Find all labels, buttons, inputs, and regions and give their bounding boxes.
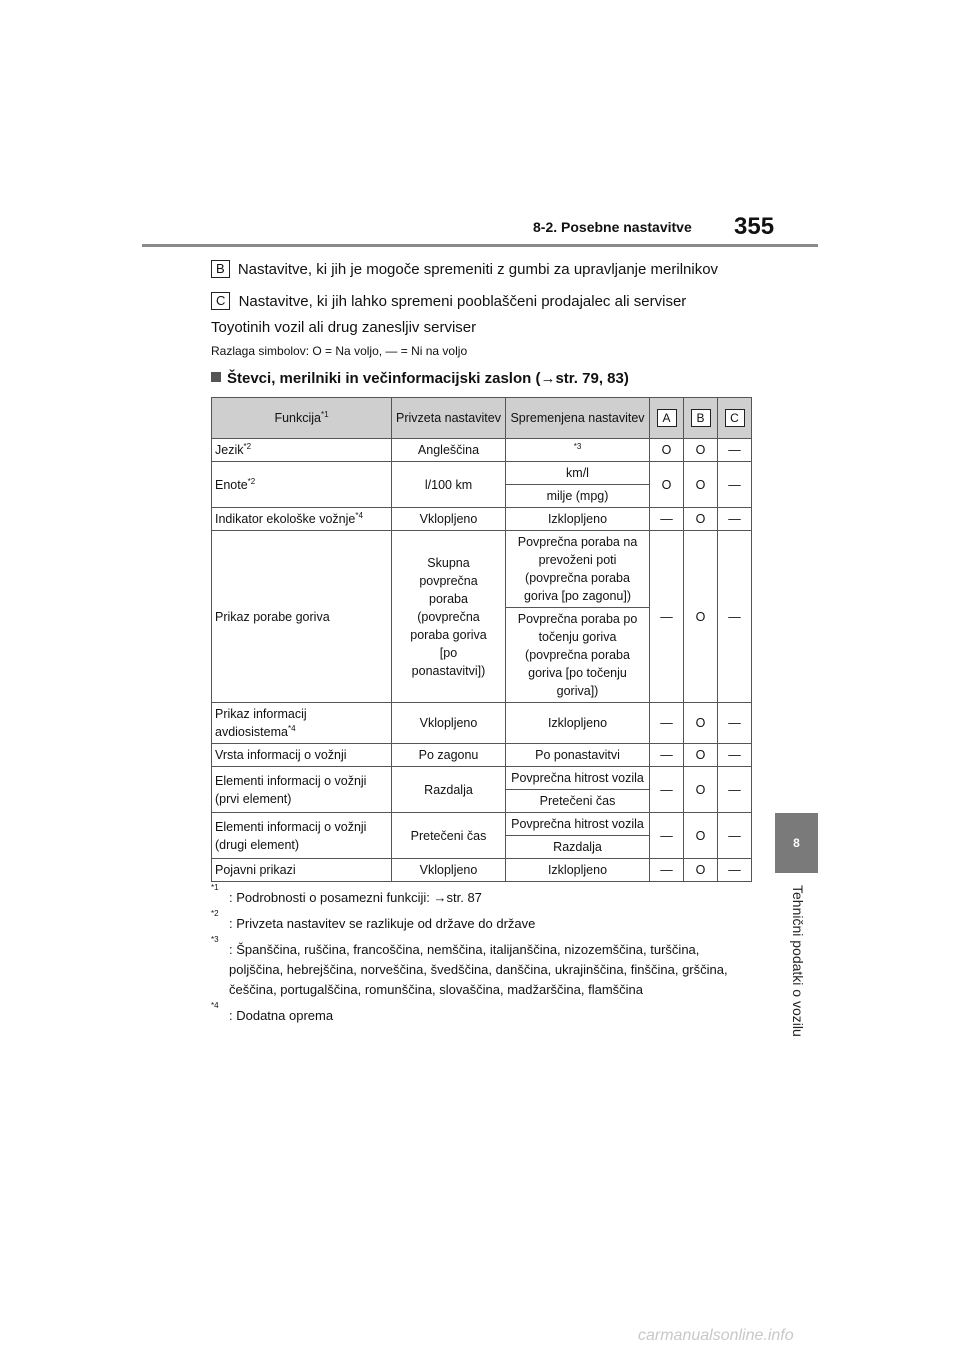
table-row: Elementi informacij o vožnji (prvi element) Razdalja Povprečna hitrost vozila — O — — [212, 767, 752, 790]
col-a: A — [650, 398, 684, 439]
legend-c — [211, 292, 756, 312]
col-privzeta: Privzeta nastavitev — [392, 398, 506, 439]
section-heading — [211, 370, 756, 387]
legend-b-text: Nastavitve, ki jih je mogoče spremeniti z gumbi za upravljanje merilnikov — [237, 261, 719, 278]
footnote-2: *2 : Privzeta nastavitev se razlikuje od države do države — [211, 909, 536, 931]
page-content — [211, 260, 756, 1032]
section-heading-text: Števci, merilniki in večinformacijski zaslon (→str. 79, 83) — [227, 370, 629, 387]
legend-c-text: Nastavitve, ki jih lahko spremeni pooblaščeni prodajalec ali serviser — [238, 293, 687, 310]
table-row: milje (mpg) — [212, 485, 752, 508]
footnote-3: *3 : Španščina, ruščina, francoščina, nemščina, italijanščina, nizozemščina, turščina, poljščina, hebrejščina, norveščina, švedščina, danščina, ukrajinščina, finščina, grščina, češčina, portugalščina, romunščina, slovaščina, madžarščina, flamščina — [211, 935, 728, 997]
footnote-1: *1 : Podrobnosti o posamezni funkciji: →str. 87 — [211, 883, 482, 905]
key-c: C — [211, 292, 230, 310]
symbols-legend: Razlaga simbolov: O = Na voljo, — = Ni na voljo — [211, 344, 468, 358]
watermark-link[interactable]: carmanualsonline.info — [638, 1327, 794, 1344]
page-header — [0, 0, 960, 250]
table-row: Povprečna poraba po točenju goriva (povprečna poraba goriva [po točenju goriva]) — [212, 608, 752, 703]
table-row: Prikaz porabe goriva Skupna povprečna poraba (povprečna poraba goriva [po ponastavitvi]) Povprečna poraba na prevoženi poti (povprečna poraba goriva [po zagonu]) — O — — [212, 531, 752, 608]
col-b: B — [684, 398, 718, 439]
table-row: Indikator ekološke vožnje$^{*4}$ Vklopljeno Izklopljeno — O — — [212, 508, 752, 531]
col-spremenjena: Spremenjena nastavitev — [506, 398, 650, 439]
table-row: Elementi informacij o vožnji (drugi element) Pretečeni čas Povprečna hitrost vozila — O — — [212, 813, 752, 836]
table-row: Pojavni prikazi Vklopljeno Izklopljeno — O — — [212, 859, 752, 882]
legend-b — [211, 260, 756, 280]
table-row: Vrsta informacij o vožnji Po zagonu Po ponastavitvi — O — — [212, 744, 752, 767]
page-number: 355 — [734, 213, 775, 240]
col-funkcija: Funkcija$^{*1}$ — [212, 398, 392, 439]
table-row: Prikaz informacij avdiosistema$^{*4}$ Vklopljeno Izklopljeno — O — — [212, 703, 752, 744]
table-header-row — [212, 398, 752, 439]
chapter-title: Tehnični podatki o vozilu — [790, 885, 806, 1037]
table-row: Razdalja — [212, 836, 752, 859]
section-title: 8-2. Posebne nastavitve — [533, 219, 692, 235]
table-row: Jezik$^{*2}$ Angleščina $^{*3}$ O O — — [212, 439, 752, 462]
header-rule — [142, 244, 818, 247]
footnote-4: *4 : Dodatna oprema — [211, 1001, 334, 1023]
key-b: B — [211, 260, 230, 278]
square-bullet-icon — [211, 372, 221, 382]
chapter-tab: 8 — [775, 813, 818, 873]
table-row: Enote$^{*2}$ l/100 km km/l O O — — [212, 462, 752, 485]
footnotes — [211, 883, 756, 1026]
table-row: Pretečeni čas — [212, 790, 752, 813]
settings-table — [211, 397, 752, 882]
legend-c-text-2: Toyotinih vozil ali drug zanesljiv serviser — [211, 319, 477, 336]
col-c: C — [718, 398, 752, 439]
